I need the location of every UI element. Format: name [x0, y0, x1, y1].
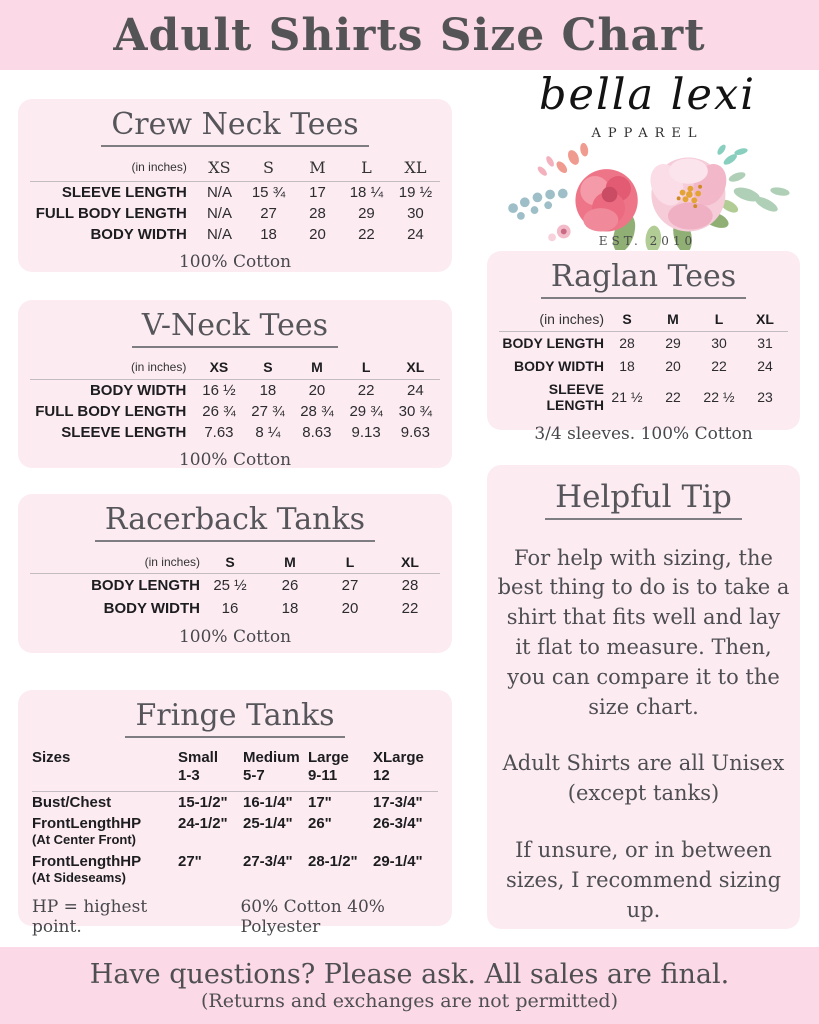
value-cell: 18 — [619, 358, 635, 374]
helpful-tip-panel — [487, 465, 800, 929]
value-cell: 17-3/4" — [373, 794, 423, 811]
size-header: M — [293, 156, 342, 182]
brand-name: bella lexi — [539, 70, 756, 120]
value-cell: 29 ¾ — [349, 402, 383, 420]
value-cell: 26 ¾ — [202, 402, 236, 420]
table-row — [32, 792, 438, 814]
size-header: L — [342, 156, 391, 182]
value-cell: N/A — [206, 183, 232, 201]
row-label: FrontLengthHP (At Sideseams) — [32, 852, 142, 885]
value-cell: 20 — [341, 599, 359, 617]
size-header: Small 1-3 — [178, 747, 243, 792]
tip-paragraph: Adult Shirts are all Unisex (except tanks) — [502, 751, 785, 806]
value-cell: 9.13 — [351, 423, 381, 441]
value-cell: 22 — [665, 389, 681, 405]
value-cell: 23 — [757, 389, 773, 405]
size-header: XL — [391, 357, 440, 380]
value-cell: 18 ¼ — [349, 183, 384, 201]
bella-lexi-logo — [490, 70, 805, 248]
fringe-tanks-title: Fringe Tanks — [32, 700, 438, 738]
racerback-tanks-table — [30, 551, 440, 620]
value-cell: 22 — [358, 225, 375, 243]
size-header: XL — [391, 156, 440, 182]
size-header: L — [696, 308, 742, 332]
table-row — [32, 813, 438, 851]
row-label: BODY WIDTH — [89, 381, 187, 399]
value-cell: 28 — [401, 576, 419, 594]
value-cell: 16 ½ — [202, 381, 236, 399]
value-cell: 26-3/4" — [373, 815, 423, 832]
row-label: BODY WIDTH — [514, 358, 604, 374]
value-cell: 31 — [757, 335, 773, 351]
value-cell: 28 ¾ — [300, 402, 334, 420]
size-header-row — [30, 156, 440, 182]
row-label: BODY LENGTH — [502, 335, 604, 351]
row-label: FULL BODY LENGTH — [35, 402, 187, 420]
value-cell: 20 — [308, 381, 326, 399]
value-cell: 19 ½ — [398, 183, 433, 201]
unit-label: (in inches) — [499, 308, 604, 332]
value-cell: 27 — [341, 576, 359, 594]
row-label: FULL BODY LENGTH — [35, 204, 187, 222]
value-cell: 22 — [357, 381, 375, 399]
value-cell: 8.63 — [302, 423, 332, 441]
value-cell: 28 — [309, 204, 326, 222]
value-cell: 20 — [665, 358, 681, 374]
value-cell: 27 — [260, 204, 277, 222]
value-cell: 26 — [281, 576, 299, 594]
table-row — [499, 331, 788, 355]
row-label: SLEEVE LENGTH — [61, 183, 187, 201]
value-cell: 25 ½ — [213, 576, 247, 594]
value-cell: 28 — [619, 335, 635, 351]
table-row — [30, 573, 440, 597]
value-cell: 9.63 — [400, 423, 430, 441]
value-cell: 22 — [401, 599, 419, 617]
size-header: XLarge 12 — [373, 747, 438, 792]
table-row — [30, 181, 440, 203]
size-header-row — [32, 747, 438, 792]
established-label: EST. 2010 — [598, 234, 697, 248]
racerback-tanks-title: Racerback Tanks — [30, 504, 440, 542]
size-header: XS — [194, 357, 243, 380]
v-neck-tees-table — [30, 357, 440, 443]
value-cell: 17" — [308, 794, 332, 811]
title-banner — [0, 0, 819, 70]
size-header: Large 9-11 — [308, 747, 373, 792]
size-header: S — [244, 357, 293, 380]
value-cell: 22 ½ — [703, 389, 735, 405]
row-label: BODY WIDTH — [90, 225, 187, 243]
size-header: M — [260, 551, 320, 574]
value-cell: 21 ½ — [611, 389, 643, 405]
size-header: XS — [195, 156, 244, 182]
size-header: M — [292, 357, 341, 380]
value-cell: 20 — [309, 225, 326, 243]
value-cell: 17 — [309, 183, 326, 201]
table-row — [32, 851, 438, 889]
table-row — [499, 355, 788, 378]
returns-note: (Returns and exchanges are not permitted) — [200, 989, 619, 1012]
value-cell: 27-3/4" — [243, 852, 293, 870]
value-cell: 24 — [407, 381, 424, 399]
material-note: 100% Cotton — [178, 251, 292, 272]
value-cell: 16-1/4" — [243, 794, 293, 811]
value-cell: 30 — [407, 204, 424, 222]
table-row — [30, 203, 440, 224]
value-cell: 15 ¾ — [251, 183, 286, 201]
size-header: M — [650, 308, 696, 332]
value-cell: 25-1/4" — [243, 815, 293, 832]
row-label: SLEEVE LENGTH — [61, 423, 187, 441]
crew-neck-tees-table — [30, 156, 440, 245]
tip-paragraph: For help with sizing, the best thing to do is to take a shirt that fits well and lay it flat to measure. Then, you can compare it to the size chart. — [497, 545, 790, 719]
value-cell: 27 ¾ — [251, 402, 285, 420]
size-header: L — [342, 357, 391, 380]
value-cell: 22 — [711, 358, 727, 374]
value-cell: 24 — [407, 225, 424, 243]
value-cell: 16 — [221, 599, 239, 617]
row-label: BODY WIDTH — [103, 599, 200, 617]
size-header: S — [244, 156, 293, 182]
raglan-tees-table — [499, 308, 788, 417]
fringe-tanks-panel — [18, 690, 452, 937]
size-header: Medium 5-7 — [243, 747, 308, 792]
size-header-row — [30, 551, 440, 574]
row-label: FrontLengthHP (At Center Front) — [32, 815, 142, 847]
size-header: S — [604, 308, 650, 332]
sales-final-text: Have questions? Please ask. All sales are final. — [89, 958, 730, 990]
table-row — [30, 597, 440, 620]
unit-label: (in inches) — [30, 551, 200, 574]
fringe-tanks-table — [32, 747, 438, 889]
v-neck-tees-panel — [18, 300, 452, 468]
tip-paragraph: If unsure, or in between sizes, I recommend sizing up. — [505, 838, 782, 922]
fringe-footer — [32, 897, 438, 937]
value-cell: 30 ¾ — [398, 402, 433, 420]
unit-label: (in inches) — [30, 156, 195, 182]
value-cell: N/A — [206, 204, 232, 222]
raglan-tees-title: Raglan Tees — [499, 261, 788, 299]
hp-note: HP = highest point. — [32, 896, 148, 937]
crew-neck-tees-title: Crew Neck Tees — [30, 109, 440, 147]
value-cell: 18 — [260, 225, 277, 243]
material-note: 60% Cotton 40% Polyester — [240, 896, 385, 937]
value-cell: 27" — [178, 852, 202, 870]
page-title: Adult Shirts Size Chart — [113, 9, 706, 61]
crew-neck-tees-panel — [18, 99, 452, 272]
footer-banner — [0, 947, 819, 1024]
value-cell: 18 — [281, 599, 299, 617]
table-row — [30, 422, 440, 443]
value-cell: 24 — [757, 358, 773, 374]
table-row — [30, 401, 440, 422]
value-cell: 15-1/2" — [178, 794, 228, 811]
material-note: 3/4 sleeves. 100% Cotton — [534, 423, 753, 444]
value-cell: 29 — [358, 204, 375, 222]
value-cell: 7.63 — [204, 423, 234, 441]
row-label: Bust/Chest — [32, 794, 112, 811]
raglan-tees-panel — [487, 251, 800, 444]
racerback-tanks-panel — [18, 494, 452, 653]
sizes-header-label: Sizes — [32, 747, 178, 792]
value-cell: 28-1/2" — [308, 852, 358, 870]
value-cell: 8 ¼ — [255, 423, 281, 441]
value-cell: 30 — [711, 335, 727, 351]
table-row — [30, 379, 440, 401]
size-header: XL — [380, 551, 440, 574]
value-cell: 18 — [259, 381, 277, 399]
value-cell: 24-1/2" — [178, 815, 228, 832]
size-header: S — [200, 551, 260, 574]
table-row — [30, 224, 440, 245]
brand-subtitle: APPAREL — [591, 126, 704, 141]
size-header-row — [30, 357, 440, 380]
value-cell: 29-1/4" — [373, 852, 423, 870]
value-cell: N/A — [206, 225, 232, 243]
v-neck-tees-title: V-Neck Tees — [30, 310, 440, 348]
row-label: SLEEVE LENGTH — [546, 381, 604, 413]
value-cell: 29 — [665, 335, 681, 351]
unit-label: (in inches) — [30, 357, 194, 380]
table-row — [499, 378, 788, 417]
row-label: BODY LENGTH — [91, 576, 200, 594]
size-header: L — [320, 551, 380, 574]
size-header: XL — [742, 308, 788, 332]
size-header-row — [499, 308, 788, 332]
material-note: 100% Cotton — [178, 449, 292, 470]
material-note: 100% Cotton — [178, 626, 292, 647]
helpful-tip-title: Helpful Tip — [497, 481, 790, 520]
value-cell: 26" — [308, 815, 332, 832]
